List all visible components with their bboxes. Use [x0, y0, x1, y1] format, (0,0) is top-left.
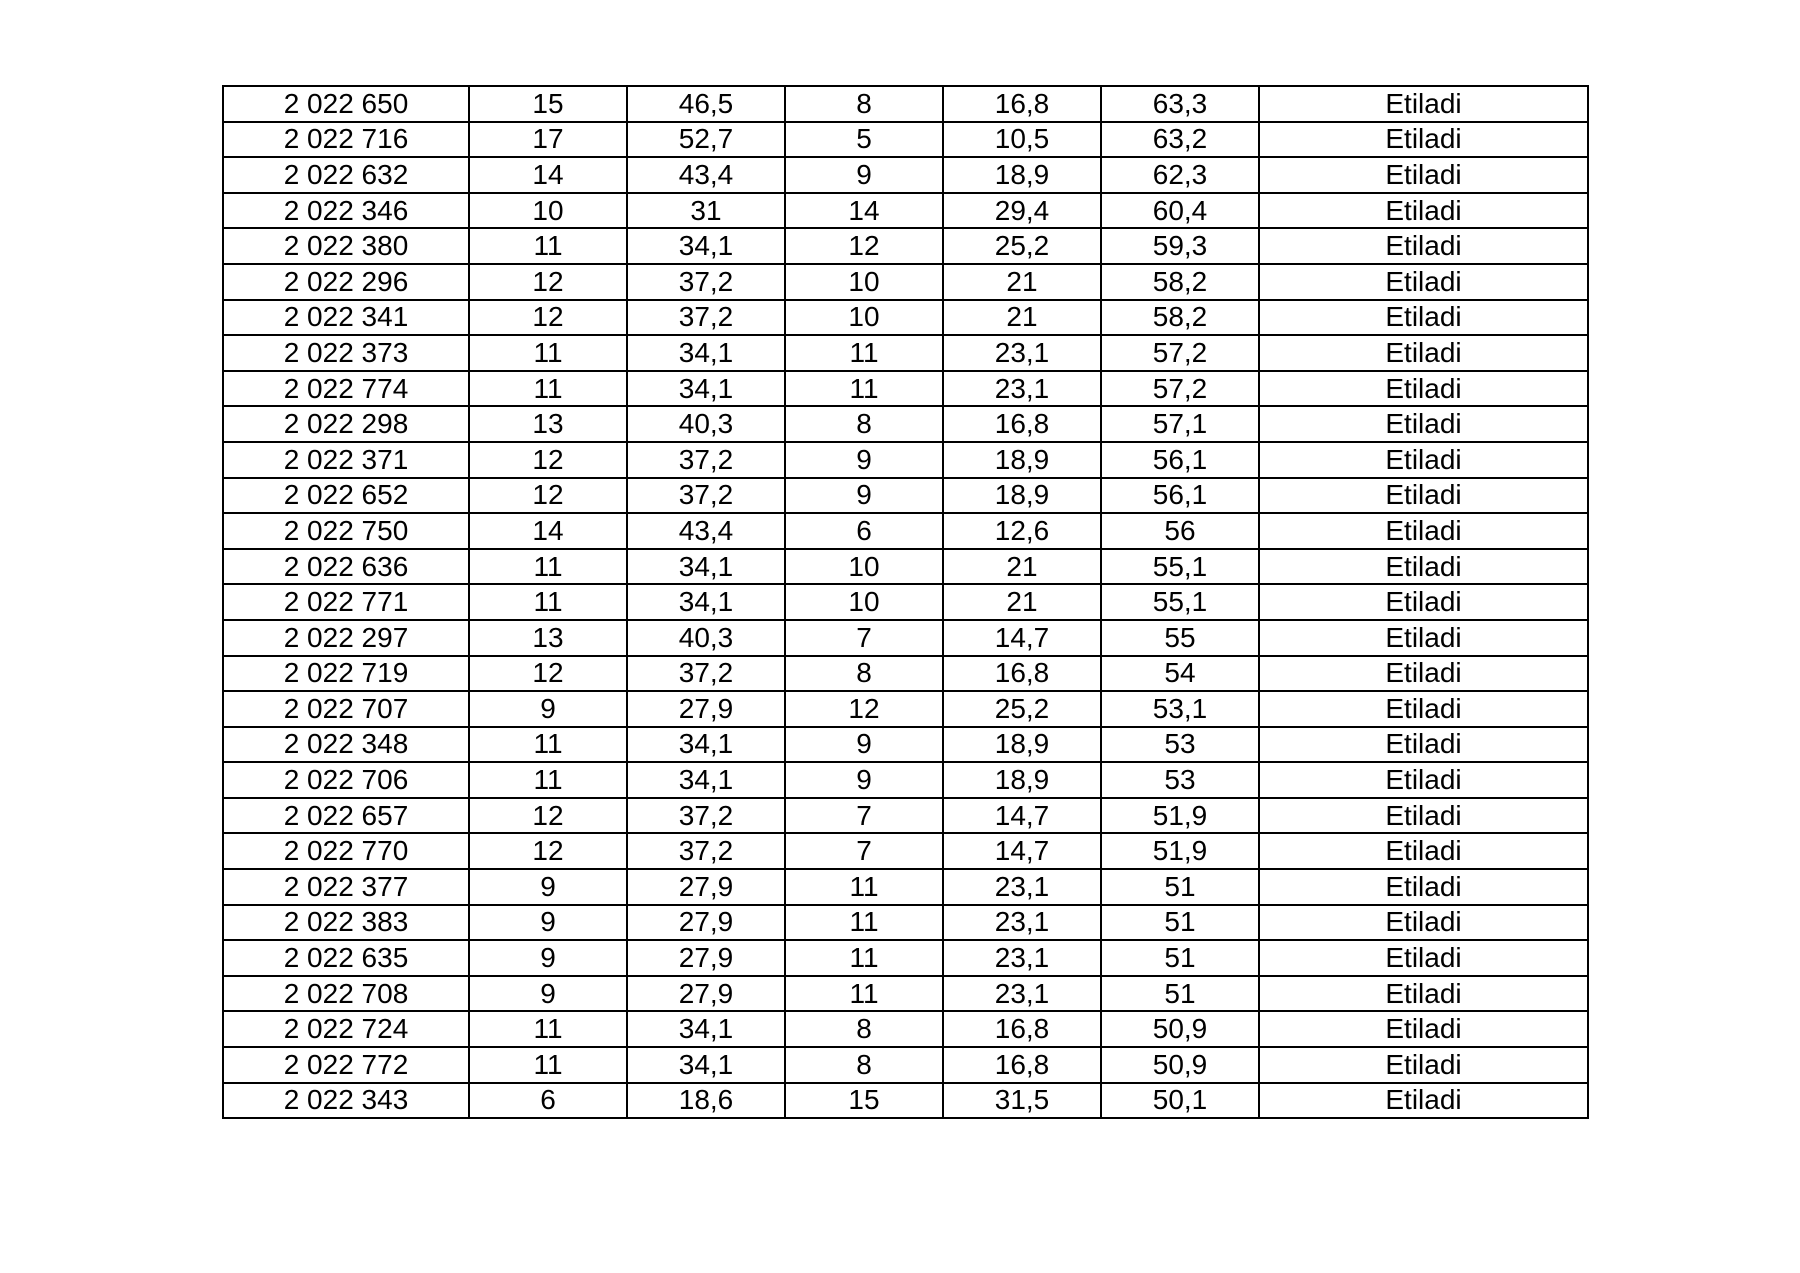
table-row: [223, 228, 1588, 264]
total-cell: 50,1: [1101, 1083, 1259, 1119]
total-cell: 51: [1101, 869, 1259, 905]
count-b-cell: 5: [785, 122, 943, 158]
count-b-cell: 7: [785, 620, 943, 656]
score-a-cell: 18,6: [627, 1083, 785, 1119]
total-cell: 57,1: [1101, 406, 1259, 442]
score-a-cell: 34,1: [627, 549, 785, 585]
id-cell: 2 022 632: [223, 157, 469, 193]
status-cell: Etiladi: [1259, 478, 1588, 514]
count-b-cell: 11: [785, 869, 943, 905]
score-a-cell: 37,2: [627, 478, 785, 514]
count-a-cell: 12: [469, 442, 627, 478]
table-row: [223, 691, 1588, 727]
count-a-cell: 9: [469, 940, 627, 976]
id-cell: 2 022 377: [223, 869, 469, 905]
id-cell: 2 022 635: [223, 940, 469, 976]
id-cell: 2 022 346: [223, 193, 469, 229]
score-b-cell: 21: [943, 264, 1101, 300]
id-cell: 2 022 298: [223, 406, 469, 442]
score-b-cell: 23,1: [943, 335, 1101, 371]
count-a-cell: 13: [469, 620, 627, 656]
count-a-cell: 12: [469, 656, 627, 692]
results-sheet: [222, 85, 1589, 1119]
table-row: [223, 798, 1588, 834]
count-b-cell: 11: [785, 335, 943, 371]
table-row: [223, 869, 1588, 905]
count-b-cell: 9: [785, 727, 943, 763]
score-a-cell: 34,1: [627, 727, 785, 763]
count-b-cell: 8: [785, 86, 943, 122]
score-b-cell: 16,8: [943, 406, 1101, 442]
score-a-cell: 27,9: [627, 905, 785, 941]
score-b-cell: 14,7: [943, 833, 1101, 869]
count-a-cell: 12: [469, 798, 627, 834]
count-b-cell: 10: [785, 300, 943, 336]
score-a-cell: 37,2: [627, 300, 785, 336]
total-cell: 60,4: [1101, 193, 1259, 229]
count-a-cell: 9: [469, 691, 627, 727]
score-b-cell: 29,4: [943, 193, 1101, 229]
table-row: [223, 300, 1588, 336]
count-b-cell: 11: [785, 905, 943, 941]
count-a-cell: 14: [469, 157, 627, 193]
total-cell: 58,2: [1101, 300, 1259, 336]
table-row: [223, 833, 1588, 869]
status-cell: Etiladi: [1259, 656, 1588, 692]
table-row: [223, 371, 1588, 407]
count-b-cell: 7: [785, 833, 943, 869]
status-cell: Etiladi: [1259, 833, 1588, 869]
total-cell: 51,9: [1101, 833, 1259, 869]
table-body: [223, 86, 1588, 1118]
count-b-cell: 11: [785, 940, 943, 976]
score-b-cell: 18,9: [943, 442, 1101, 478]
count-b-cell: 12: [785, 691, 943, 727]
score-a-cell: 27,9: [627, 976, 785, 1012]
score-a-cell: 34,1: [627, 335, 785, 371]
score-b-cell: 18,9: [943, 157, 1101, 193]
score-a-cell: 34,1: [627, 762, 785, 798]
id-cell: 2 022 724: [223, 1011, 469, 1047]
count-b-cell: 10: [785, 584, 943, 620]
id-cell: 2 022 380: [223, 228, 469, 264]
status-cell: Etiladi: [1259, 905, 1588, 941]
table-row: [223, 620, 1588, 656]
total-cell: 57,2: [1101, 335, 1259, 371]
status-cell: Etiladi: [1259, 335, 1588, 371]
count-a-cell: 12: [469, 478, 627, 514]
score-b-cell: 31,5: [943, 1083, 1101, 1119]
status-cell: Etiladi: [1259, 691, 1588, 727]
score-a-cell: 34,1: [627, 584, 785, 620]
status-cell: Etiladi: [1259, 406, 1588, 442]
status-cell: Etiladi: [1259, 193, 1588, 229]
id-cell: 2 022 707: [223, 691, 469, 727]
status-cell: Etiladi: [1259, 1011, 1588, 1047]
count-b-cell: 11: [785, 371, 943, 407]
count-a-cell: 11: [469, 371, 627, 407]
id-cell: 2 022 771: [223, 584, 469, 620]
count-b-cell: 8: [785, 656, 943, 692]
count-a-cell: 15: [469, 86, 627, 122]
count-b-cell: 9: [785, 157, 943, 193]
id-cell: 2 022 297: [223, 620, 469, 656]
count-a-cell: 12: [469, 300, 627, 336]
score-a-cell: 34,1: [627, 228, 785, 264]
count-a-cell: 11: [469, 1011, 627, 1047]
score-a-cell: 37,2: [627, 798, 785, 834]
count-a-cell: 9: [469, 905, 627, 941]
total-cell: 51,9: [1101, 798, 1259, 834]
score-a-cell: 27,9: [627, 691, 785, 727]
count-a-cell: 13: [469, 406, 627, 442]
id-cell: 2 022 650: [223, 86, 469, 122]
id-cell: 2 022 719: [223, 656, 469, 692]
score-a-cell: 31: [627, 193, 785, 229]
total-cell: 56: [1101, 513, 1259, 549]
status-cell: Etiladi: [1259, 157, 1588, 193]
count-b-cell: 8: [785, 406, 943, 442]
table-row: [223, 157, 1588, 193]
status-cell: Etiladi: [1259, 264, 1588, 300]
status-cell: Etiladi: [1259, 976, 1588, 1012]
count-a-cell: 11: [469, 762, 627, 798]
table-row: [223, 122, 1588, 158]
score-a-cell: 34,1: [627, 1011, 785, 1047]
count-a-cell: 11: [469, 228, 627, 264]
total-cell: 50,9: [1101, 1047, 1259, 1083]
id-cell: 2 022 652: [223, 478, 469, 514]
score-a-cell: 46,5: [627, 86, 785, 122]
count-a-cell: 17: [469, 122, 627, 158]
count-b-cell: 15: [785, 1083, 943, 1119]
table-row: [223, 656, 1588, 692]
id-cell: 2 022 706: [223, 762, 469, 798]
score-b-cell: 23,1: [943, 976, 1101, 1012]
score-b-cell: 18,9: [943, 478, 1101, 514]
table-row: [223, 193, 1588, 229]
id-cell: 2 022 343: [223, 1083, 469, 1119]
score-b-cell: 23,1: [943, 905, 1101, 941]
table-row: [223, 1047, 1588, 1083]
count-b-cell: 7: [785, 798, 943, 834]
total-cell: 58,2: [1101, 264, 1259, 300]
count-b-cell: 14: [785, 193, 943, 229]
total-cell: 56,1: [1101, 478, 1259, 514]
score-a-cell: 52,7: [627, 122, 785, 158]
total-cell: 51: [1101, 905, 1259, 941]
table-row: [223, 86, 1588, 122]
id-cell: 2 022 716: [223, 122, 469, 158]
total-cell: 63,3: [1101, 86, 1259, 122]
score-b-cell: 25,2: [943, 228, 1101, 264]
status-cell: Etiladi: [1259, 122, 1588, 158]
score-a-cell: 37,2: [627, 442, 785, 478]
table-row: [223, 905, 1588, 941]
count-a-cell: 12: [469, 833, 627, 869]
count-a-cell: 11: [469, 335, 627, 371]
id-cell: 2 022 772: [223, 1047, 469, 1083]
table-row: [223, 727, 1588, 763]
status-cell: Etiladi: [1259, 86, 1588, 122]
table-row: [223, 513, 1588, 549]
table-row: [223, 976, 1588, 1012]
status-cell: Etiladi: [1259, 513, 1588, 549]
total-cell: 50,9: [1101, 1011, 1259, 1047]
score-b-cell: 23,1: [943, 940, 1101, 976]
total-cell: 53: [1101, 727, 1259, 763]
status-cell: Etiladi: [1259, 798, 1588, 834]
score-a-cell: 43,4: [627, 513, 785, 549]
total-cell: 59,3: [1101, 228, 1259, 264]
status-cell: Etiladi: [1259, 442, 1588, 478]
score-a-cell: 37,2: [627, 656, 785, 692]
status-cell: Etiladi: [1259, 228, 1588, 264]
status-cell: Etiladi: [1259, 869, 1588, 905]
total-cell: 53: [1101, 762, 1259, 798]
score-b-cell: 14,7: [943, 620, 1101, 656]
table-row: [223, 442, 1588, 478]
score-a-cell: 40,3: [627, 406, 785, 442]
score-a-cell: 34,1: [627, 371, 785, 407]
total-cell: 62,3: [1101, 157, 1259, 193]
count-a-cell: 11: [469, 727, 627, 763]
table-row: [223, 478, 1588, 514]
status-cell: Etiladi: [1259, 940, 1588, 976]
count-b-cell: 10: [785, 264, 943, 300]
score-a-cell: 34,1: [627, 1047, 785, 1083]
score-b-cell: 10,5: [943, 122, 1101, 158]
table-row: [223, 406, 1588, 442]
id-cell: 2 022 774: [223, 371, 469, 407]
status-cell: Etiladi: [1259, 727, 1588, 763]
table-row: [223, 940, 1588, 976]
status-cell: Etiladi: [1259, 549, 1588, 585]
score-b-cell: 25,2: [943, 691, 1101, 727]
status-cell: Etiladi: [1259, 584, 1588, 620]
total-cell: 51: [1101, 976, 1259, 1012]
score-b-cell: 12,6: [943, 513, 1101, 549]
status-cell: Etiladi: [1259, 1083, 1588, 1119]
total-cell: 53,1: [1101, 691, 1259, 727]
score-b-cell: 16,8: [943, 1011, 1101, 1047]
score-b-cell: 21: [943, 549, 1101, 585]
score-b-cell: 14,7: [943, 798, 1101, 834]
table-row: [223, 1011, 1588, 1047]
count-b-cell: 6: [785, 513, 943, 549]
score-a-cell: 27,9: [627, 869, 785, 905]
count-a-cell: 9: [469, 976, 627, 1012]
count-a-cell: 11: [469, 1047, 627, 1083]
table-row: [223, 1083, 1588, 1119]
id-cell: 2 022 373: [223, 335, 469, 371]
table-row: [223, 584, 1588, 620]
id-cell: 2 022 348: [223, 727, 469, 763]
score-b-cell: 18,9: [943, 727, 1101, 763]
score-a-cell: 37,2: [627, 833, 785, 869]
count-b-cell: 9: [785, 762, 943, 798]
id-cell: 2 022 636: [223, 549, 469, 585]
score-a-cell: 43,4: [627, 157, 785, 193]
count-b-cell: 8: [785, 1011, 943, 1047]
status-cell: Etiladi: [1259, 762, 1588, 798]
id-cell: 2 022 296: [223, 264, 469, 300]
count-a-cell: 10: [469, 193, 627, 229]
id-cell: 2 022 770: [223, 833, 469, 869]
score-a-cell: 37,2: [627, 264, 785, 300]
score-b-cell: 16,8: [943, 86, 1101, 122]
total-cell: 63,2: [1101, 122, 1259, 158]
id-cell: 2 022 341: [223, 300, 469, 336]
score-b-cell: 21: [943, 584, 1101, 620]
score-b-cell: 21: [943, 300, 1101, 336]
score-a-cell: 40,3: [627, 620, 785, 656]
table-row: [223, 335, 1588, 371]
count-a-cell: 12: [469, 264, 627, 300]
id-cell: 2 022 657: [223, 798, 469, 834]
id-cell: 2 022 708: [223, 976, 469, 1012]
status-cell: Etiladi: [1259, 300, 1588, 336]
results-table: [222, 85, 1589, 1119]
score-a-cell: 27,9: [627, 940, 785, 976]
status-cell: Etiladi: [1259, 371, 1588, 407]
count-a-cell: 6: [469, 1083, 627, 1119]
status-cell: Etiladi: [1259, 1047, 1588, 1083]
score-b-cell: 18,9: [943, 762, 1101, 798]
table-row: [223, 264, 1588, 300]
total-cell: 55,1: [1101, 584, 1259, 620]
count-b-cell: 8: [785, 1047, 943, 1083]
count-b-cell: 11: [785, 976, 943, 1012]
status-cell: Etiladi: [1259, 620, 1588, 656]
score-b-cell: 16,8: [943, 1047, 1101, 1083]
total-cell: 54: [1101, 656, 1259, 692]
count-a-cell: 11: [469, 584, 627, 620]
count-a-cell: 9: [469, 869, 627, 905]
count-a-cell: 14: [469, 513, 627, 549]
score-b-cell: 16,8: [943, 656, 1101, 692]
table-row: [223, 549, 1588, 585]
id-cell: 2 022 750: [223, 513, 469, 549]
total-cell: 57,2: [1101, 371, 1259, 407]
count-b-cell: 10: [785, 549, 943, 585]
count-b-cell: 9: [785, 442, 943, 478]
id-cell: 2 022 371: [223, 442, 469, 478]
score-b-cell: 23,1: [943, 371, 1101, 407]
total-cell: 51: [1101, 940, 1259, 976]
table-row: [223, 762, 1588, 798]
score-b-cell: 23,1: [943, 869, 1101, 905]
count-a-cell: 11: [469, 549, 627, 585]
count-b-cell: 12: [785, 228, 943, 264]
total-cell: 55,1: [1101, 549, 1259, 585]
total-cell: 55: [1101, 620, 1259, 656]
id-cell: 2 022 383: [223, 905, 469, 941]
total-cell: 56,1: [1101, 442, 1259, 478]
count-b-cell: 9: [785, 478, 943, 514]
